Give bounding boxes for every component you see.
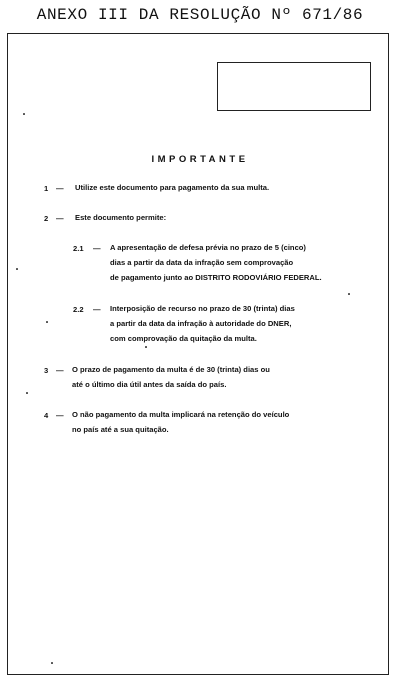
item-3-line: O prazo de pagamento da multa é de 30 (trinta) dias ou — [72, 365, 270, 374]
scan-speck — [348, 293, 350, 295]
item-4-dash: — — [56, 411, 64, 420]
item-1-number: 1 — [44, 184, 49, 193]
subitem-2-1-number: 2.1 — [73, 244, 84, 253]
item-4-line: no país até a sua quitação. — [72, 425, 169, 434]
subitem-2-2-text — [110, 301, 295, 346]
item-3-line: até o último dia útil antes da saída do país. — [72, 380, 227, 389]
subitem-2-2-dash: — — [93, 305, 101, 314]
subitem-2-2-number: 2.2 — [73, 305, 84, 314]
heading-importante: IMPORTANTE — [151, 154, 249, 165]
item-4-line: O não pagamento da multa implicará na retenção do veículo — [72, 410, 290, 419]
stamp-box — [217, 62, 371, 111]
item-2-text — [75, 210, 166, 225]
item-2-number: 2 — [44, 214, 49, 223]
scan-speck — [51, 662, 53, 664]
item-2-dash: — — [56, 214, 64, 223]
subitem-2-1-line: dias a partir da data da infração sem comprovação — [110, 258, 294, 267]
subitem-2-2-line: Interposição de recurso no prazo de 30 (trinta) dias — [110, 304, 295, 313]
item-1-dash: — — [56, 184, 64, 193]
scan-speck — [26, 392, 28, 394]
scan-speck — [16, 268, 18, 270]
subitem-2-1-text — [110, 240, 322, 285]
subitem-2-2-line: a partir da data da infração à autoridade do DNER, — [110, 319, 292, 328]
document-frame — [7, 33, 389, 675]
scan-speck — [23, 113, 25, 115]
item-1-line: Utilize este documento para pagamento da sua multa. — [75, 183, 270, 192]
subitem-2-2-line: com comprovação da quitação da multa. — [110, 334, 257, 343]
item-4-text — [72, 407, 289, 437]
subitem-2-1-line: de pagamento junto ao DISTRITO RODOVIÁRIO FEDERAL. — [110, 273, 322, 282]
item-3-text — [72, 362, 270, 392]
scan-speck — [46, 321, 48, 323]
page-title: ANEXO III DA RESOLUÇÃO Nº 671/86 — [36, 6, 364, 24]
item-3-number: 3 — [44, 366, 49, 375]
subitem-2-1-line: A apresentação de defesa prévia no prazo de 5 (cinco) — [110, 243, 306, 252]
item-1-text — [75, 180, 269, 195]
item-2-line: Este documento permite: — [75, 213, 167, 222]
scan-speck — [145, 346, 147, 348]
item-3-dash: — — [56, 366, 64, 375]
subitem-2-1-dash: — — [93, 244, 101, 253]
item-4-number: 4 — [44, 411, 49, 420]
